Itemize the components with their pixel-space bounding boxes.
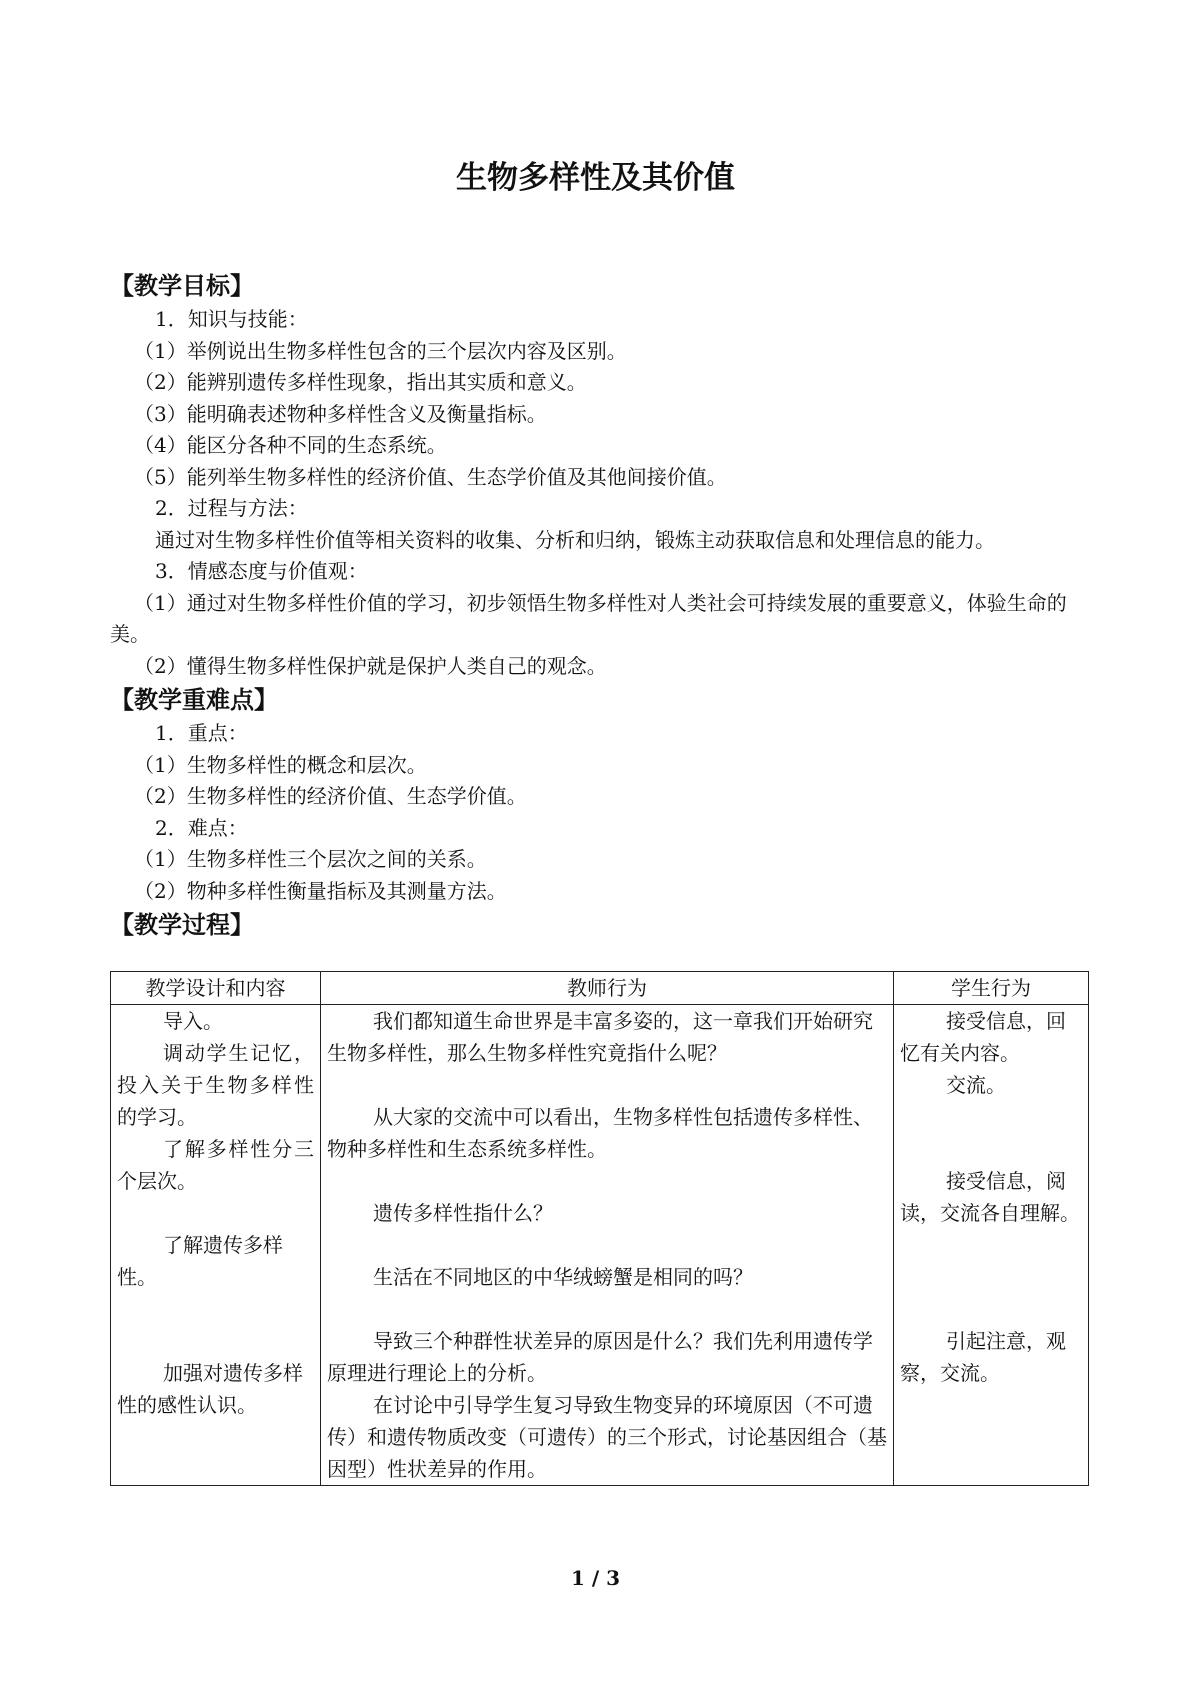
goal-3-heading: 3．情感态度与价值观： [155,559,368,583]
section-heading-process: 【教学过程】 [110,911,254,939]
goal-2-text: 通过对生物多样性价值等相关资料的收集、分析和归纳，锻炼主动获取信息和处理信息的能力。 [155,527,995,552]
column-header: 学生行为 [894,972,1089,1005]
teacher-text: 从大家的交流中可以看出，生物多样性包括遗传多样性、物种多样性和生态系统多样性。 [327,1105,873,1161]
teacher-behavior-cell [321,1005,894,1486]
difficulty-heading: 2．难点： [155,815,248,840]
student-behavior-cell [894,1005,1089,1486]
teacher-text: 在讨论中引导学生复习导致生物变异的环境原因（不可遗传）和遗传物质改变（可遗传）的三个形式，讨论基因组合（基因型）性状差异的作用。 [327,1393,887,1481]
goal-2-heading: 2．过程与方法： [155,496,308,520]
student-text: 引起注意，观察，交流。 [900,1329,1066,1385]
goal-1-item: （4）能区分各种不同的生态系统。 [134,433,447,457]
design-content-cell [111,1005,321,1486]
difficulty-item: （2）物种多样性衡量指标及其测量方法。 [134,878,507,903]
goal-1-item: （5）能列举生物多样性的经济价值、生态学价值及其他间接价值。 [134,464,727,489]
key-item: （2）生物多样性的经济价值、生态学价值。 [134,784,527,808]
table-header-row [111,972,1089,1005]
difficulty-item: （1）生物多样性三个层次之间的关系。 [134,847,487,871]
column-header: 教师行为 [321,972,894,1005]
section-heading-key-points: 【教学重难点】 [110,686,278,714]
teacher-text: 遗传多样性指什么？ [373,1201,553,1225]
table-row [111,1005,1089,1486]
teacher-text: 导致三个种群性状差异的原因是什么？我们先利用遗传学原理进行理论上的分析。 [327,1329,873,1385]
page-number: 1 / 3 [570,1566,621,1590]
goal-1-item: （3）能明确表述物种多样性含义及衡量指标。 [134,401,547,426]
body-content [110,268,1088,943]
key-item: （1）生物多样性的概念和层次。 [134,752,427,777]
design-text: 了解遗传多样性。 [117,1233,283,1289]
design-text: 调动学生记忆，投入关于生物多样性的学习。 [117,1041,314,1129]
column-header: 教学设计和内容 [111,972,321,1005]
student-text: 交流。 [946,1073,1006,1097]
student-text: 接受信息，回忆有关内容。 [900,1009,1066,1065]
teacher-text: 生活在不同地区的中华绒螃蟹是相同的吗？ [373,1265,753,1289]
key-heading: 1．重点： [155,721,248,745]
section-heading-goals: 【教学目标】 [110,272,254,300]
teacher-text: 我们都知道生命世界是丰富多姿的，这一章我们开始研究生物多样性，那么生物多样性究竟指什么呢？ [327,1009,873,1065]
goal-1-heading: 1．知识与技能： [155,307,308,331]
page-title: 生物多样性及其价值 [456,160,735,196]
goal-3-item: （1）通过对生物多样性价值的学习，初步领悟生物多样性对人类社会可持续发展的重要意义，体验生命的美。 [110,590,1067,646]
design-text: 加强对遗传多样性的感性认识。 [117,1361,303,1417]
goal-1-item: （2）能辨别遗传多样性现象，指出其实质和意义。 [134,370,587,394]
goal-1-item: （1）举例说出生物多样性包含的三个层次内容及区别。 [134,338,627,363]
student-text: 接受信息，阅读，交流各自理解。 [900,1169,1080,1225]
goal-3-item: （2）懂得生物多样性保护就是保护人类自己的观念。 [134,653,607,678]
teaching-process-table [110,971,1089,1486]
design-text: 导入。 [163,1009,223,1033]
design-text: 了解多样性分三个层次。 [117,1137,314,1193]
